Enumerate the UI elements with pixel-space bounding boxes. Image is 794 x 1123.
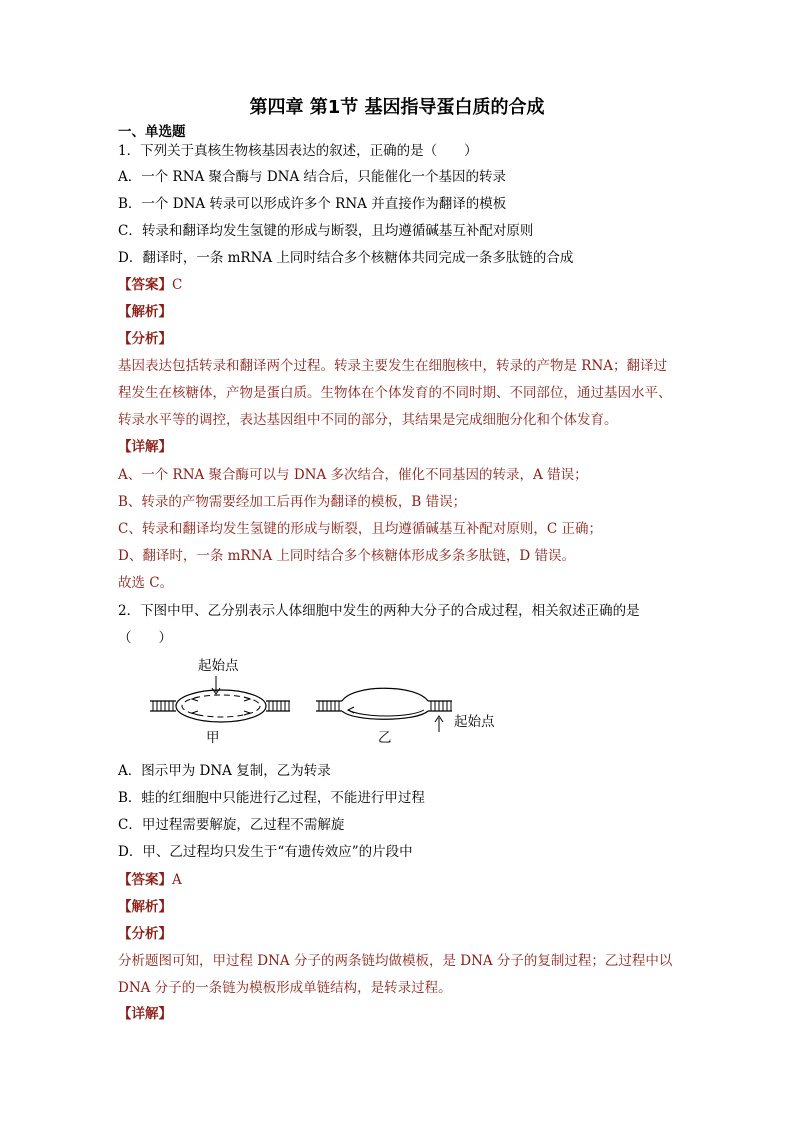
q1-jiexi-tag: 【解析】 xyxy=(118,304,172,320)
page-title: 第四章 第1节 基因指导蛋白质的合成 xyxy=(249,97,545,118)
section-heading: 一、单选题 xyxy=(118,124,186,140)
q1-option-d: D．翻译时，一条 mRNA 上同时结合多个核糖体共同完成一条多肽链的合成 xyxy=(118,250,574,266)
q2-xiangjie-tag: 【详解】 xyxy=(118,1006,172,1022)
q2-fenxi-text: 分析题图可知，甲过程 DNA 分子的两条链均做模板，是 DNA 分子的复制过程；乙过程中以 DNA 分子的一条链为模板形成单链结构，是转录过程。 xyxy=(118,953,673,996)
q2-stem-line2: （ ） xyxy=(118,630,172,646)
q2-option-c: C．甲过程需要解旋，乙过程不需解旋 xyxy=(118,817,345,833)
q1-conclusion: 故选 C。 xyxy=(118,575,174,591)
yi-start-label: 起始点 xyxy=(454,714,495,730)
q2-answer xyxy=(118,870,678,890)
diagram-jia xyxy=(150,657,290,746)
answer-tag: 【答案】 xyxy=(118,277,172,293)
q1-option-a: A．一个 RNA 聚合酶与 DNA 结合后，只能催化一个基因的转录 xyxy=(118,169,507,185)
q2-stem-line1: 2．下图中甲、乙分别表示人体细胞中发生的两种大分子的合成过程，相关叙述正确的是 xyxy=(118,603,640,619)
q1-fenxi-tag: 【分析】 xyxy=(118,331,172,347)
jia-label: 甲 xyxy=(206,730,220,746)
answer-tag: 【答案】 xyxy=(118,872,172,888)
q2-jiexi-tag: 【解析】 xyxy=(118,899,172,915)
jia-start-label: 起始点 xyxy=(198,658,239,674)
dna-process-diagram xyxy=(148,654,508,754)
q2-option-b: B．蛙的红细胞中只能进行乙过程，不能进行甲过程 xyxy=(118,790,425,806)
q2-option-d: D．甲、乙过程均只发生于“有遗传效应”的片段中 xyxy=(118,844,413,860)
answer-value: A xyxy=(172,872,182,888)
q1-xiangjie-tag: 【详解】 xyxy=(118,439,172,455)
yi-label: 乙 xyxy=(378,730,392,746)
q1-detail-c: C、转录和翻译均发生氢键的形成与断裂，且均遵循碱基互补配对原则，C 正确； xyxy=(118,521,602,537)
q1-detail-b: B、转录的产物需要经加工后再作为翻译的模板，B 错误； xyxy=(118,494,467,510)
q2-fenxi-tag: 【分析】 xyxy=(118,926,172,942)
q1-option-c: C．转录和翻译均发生氢键的形成与断裂，且均遵循碱基互补配对原则 xyxy=(118,223,534,239)
q1-detail-d: D、翻译时，一条 mRNA 上同时结合多个核糖体形成多条多肽链，D 错误。 xyxy=(118,548,576,564)
q1-stem: 1．下列关于真核生物核基因表达的叙述，正确的是（ ） xyxy=(118,143,478,159)
q1-answer xyxy=(118,275,678,295)
q1-fenxi-text: 基因表达包括转录和翻译两个过程。转录主要发生在细胞核中，转录的产物是 RNA；翻译过程发生在核糖体，产物是蛋白质。生物体在个体发育的不同时期、不同部位，通过基因水平、转录水平等的调控，表达基因组中不同的部分，其结果是完成细胞分化和个体发育。 xyxy=(118,358,672,428)
diagram-yi xyxy=(316,688,495,746)
answer-value: C xyxy=(172,277,183,293)
q2-option-a: A．图示甲为 DNA 复制，乙为转录 xyxy=(118,763,331,779)
q1-option-b: B．一个 DNA 转录可以形成许多个 RNA 并直接作为翻译的模板 xyxy=(118,196,507,212)
q1-detail-a: A、一个 RNA 聚合酶可以与 DNA 多次结合，催化不同基因的转录，A 错误； xyxy=(118,467,588,483)
